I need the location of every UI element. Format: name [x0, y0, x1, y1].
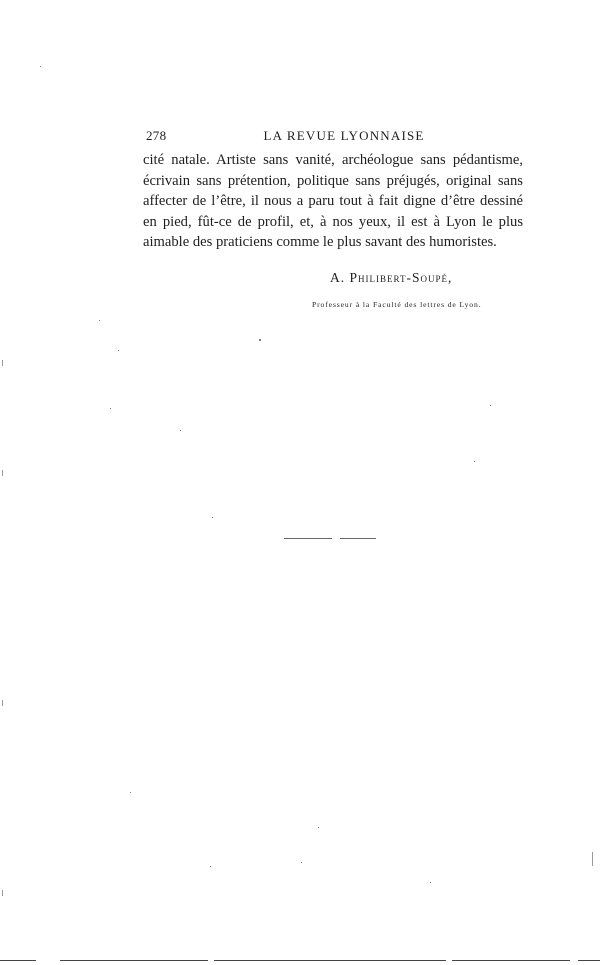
scan-edge-mark [2, 890, 3, 896]
scan-speck [99, 320, 100, 321]
text-line: cité natale. Artiste sans vanité, archéologue sans pédantisme, [143, 152, 523, 168]
scan-bottom-edge [452, 960, 570, 961]
running-head [146, 128, 522, 148]
scan-speck [490, 405, 491, 406]
page-number: 278 [146, 128, 167, 143]
scan-bottom-edge [60, 960, 208, 961]
scan-bottom-edge [578, 960, 600, 961]
scan-speck [130, 792, 131, 793]
scan-edge-mark [592, 852, 593, 866]
scan-speck [180, 430, 181, 431]
scan-speck [318, 827, 319, 828]
scan-speck [118, 350, 119, 351]
text-line: en pied, fût-ce de profil, et, à nos yeux, il est à Lyon le plus [143, 213, 523, 230]
scan-edge-mark [2, 360, 3, 366]
section-end-rule [284, 538, 376, 539]
scan-edge-mark [2, 700, 3, 706]
journal-title: LA REVUE LYONNAISE [263, 128, 425, 143]
scan-edge-mark [2, 470, 3, 476]
scan-bottom-edge [0, 960, 36, 961]
scan-speck [110, 408, 111, 409]
author-affiliation: Professeur à la Faculté des lettres de Lyon. [312, 300, 482, 309]
scan-speck [210, 866, 211, 867]
body-paragraph [143, 150, 523, 253]
scan-speck [474, 461, 475, 462]
text-line: affecter de l’être, il nous a paru tout à fait digne d’être dessiné [143, 193, 523, 210]
scan-speck [40, 66, 41, 67]
author-signature: A. Philibert-Soupé, [330, 270, 453, 285]
text-line: aimable des praticiens comme le plus savant des humoristes. [143, 234, 497, 251]
scan-speck [301, 862, 302, 863]
scan-speck [259, 339, 261, 341]
text-line: écrivain sans prétention, politique sans préjugés, original sans [143, 172, 523, 189]
scan-speck [212, 517, 213, 518]
scan-speck [430, 882, 431, 883]
scan-bottom-edge [214, 960, 446, 961]
